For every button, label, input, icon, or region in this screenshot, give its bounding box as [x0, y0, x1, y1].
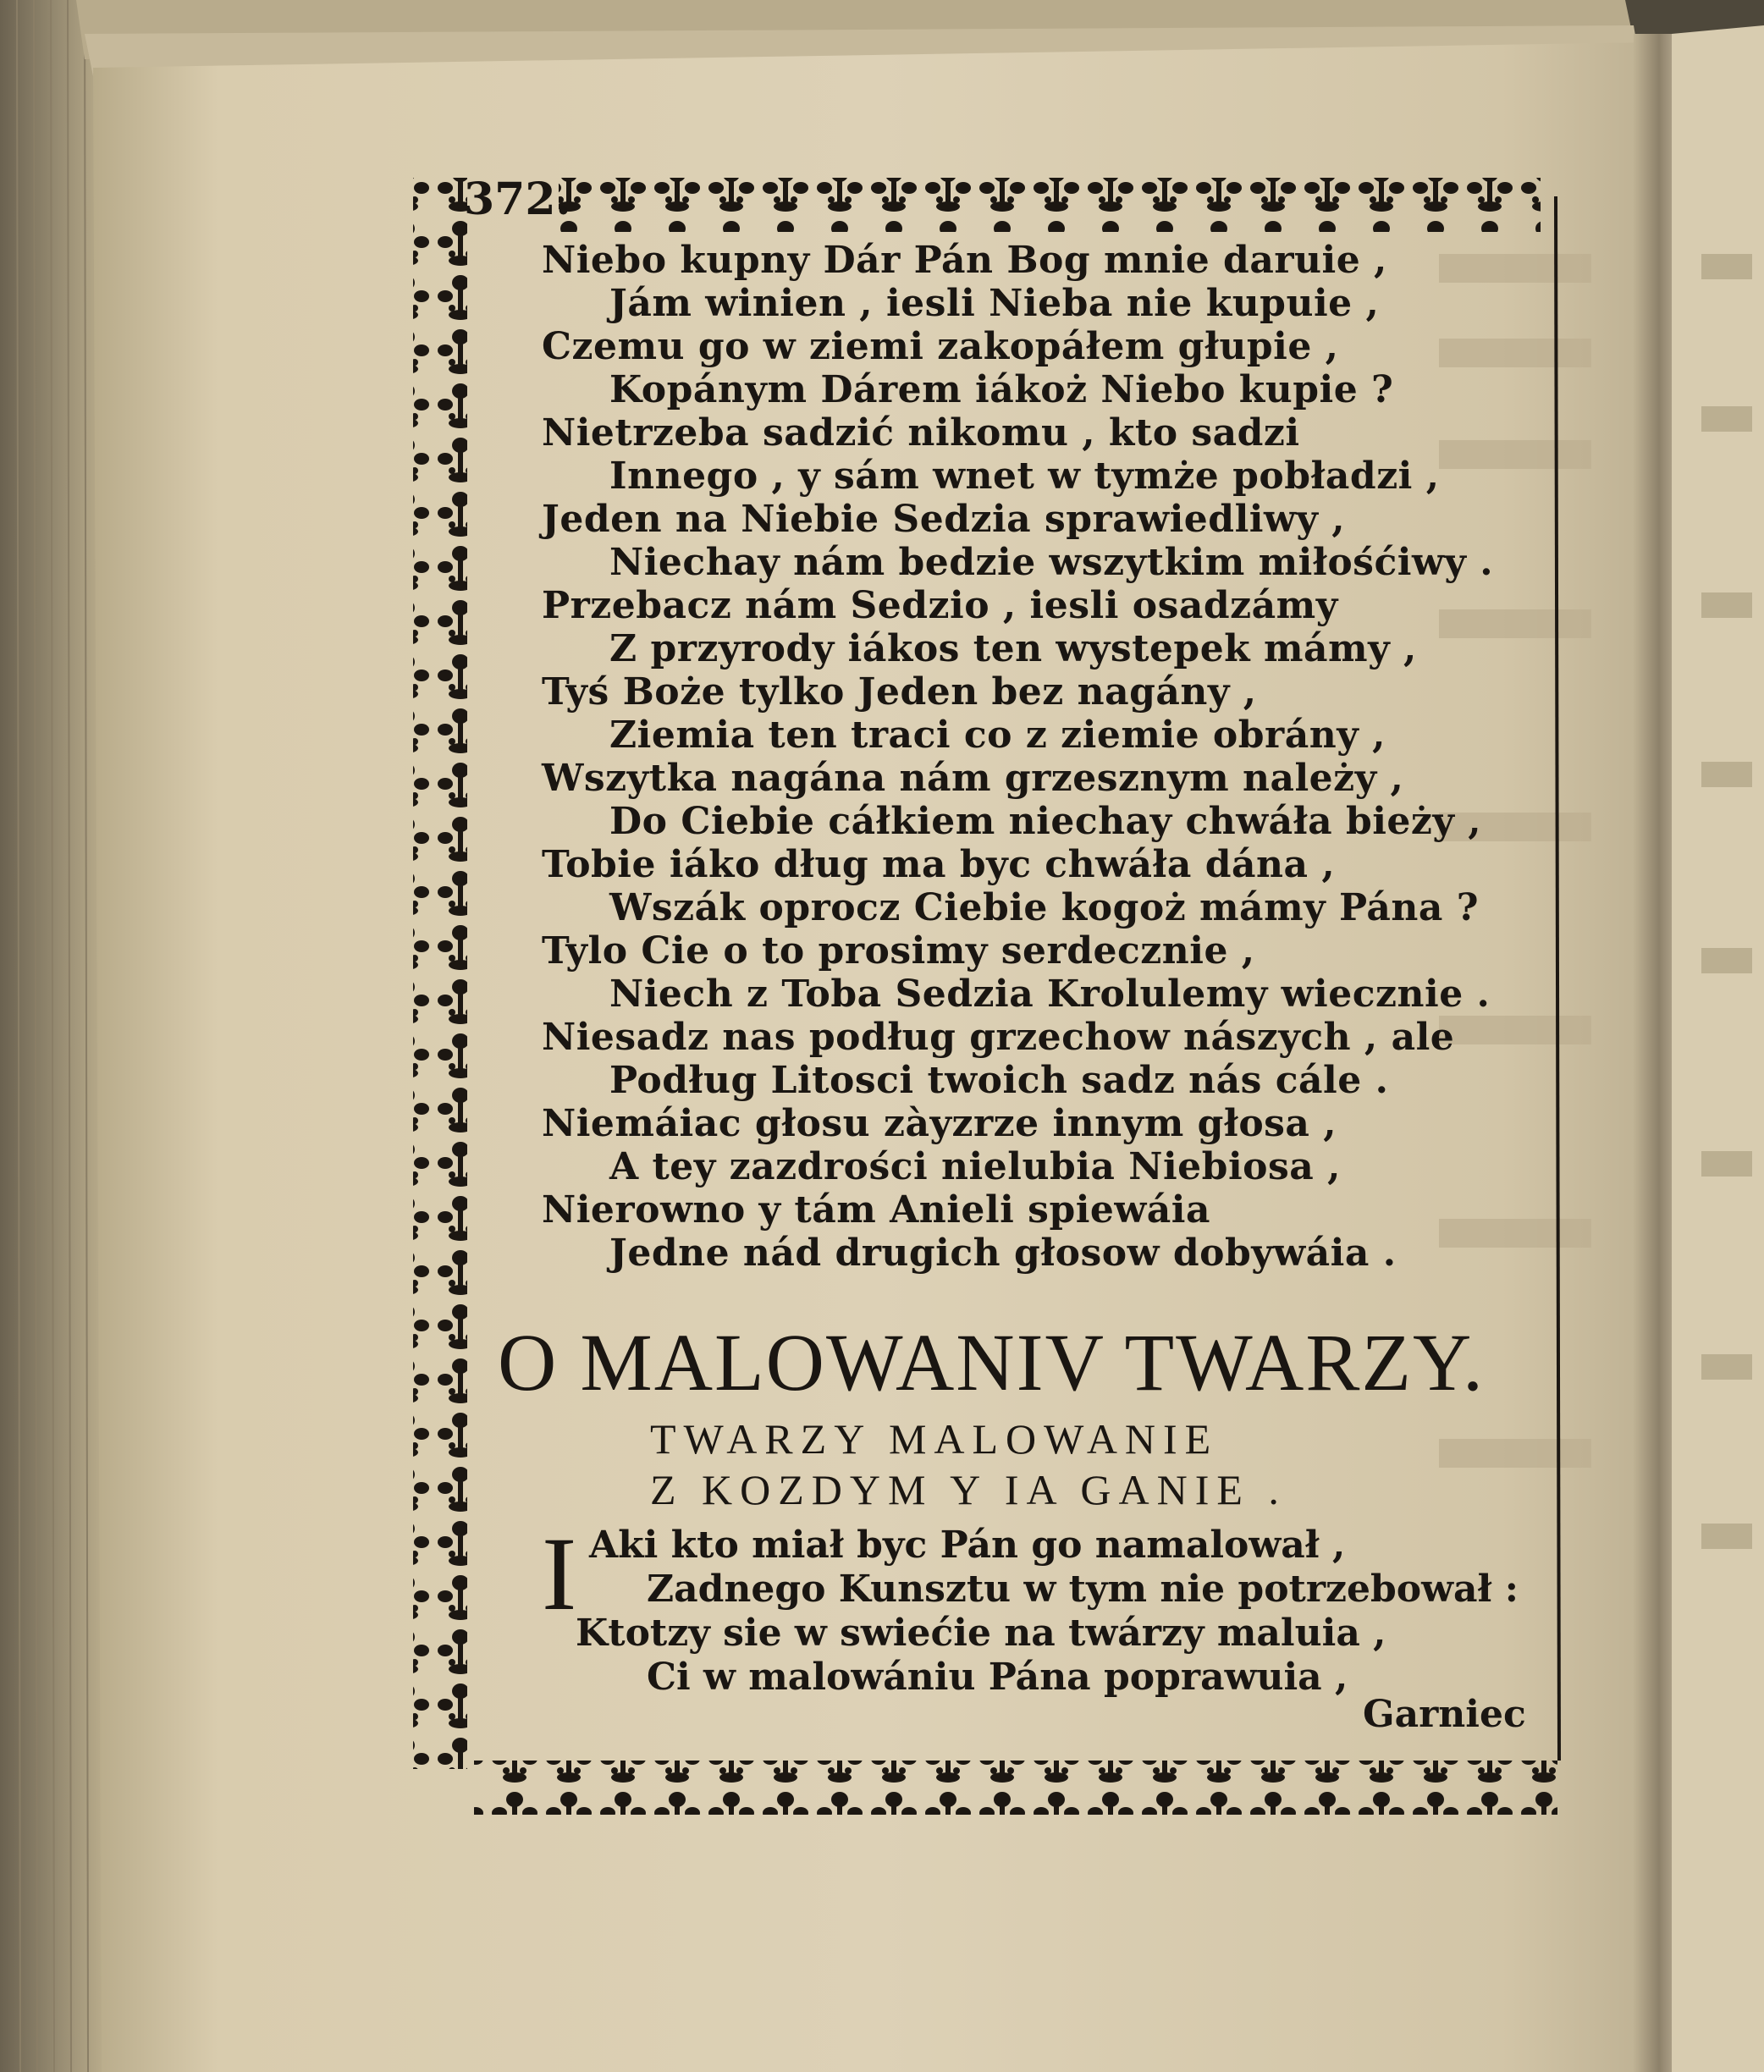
- verse-line: Nierowno y tám Anieli spiewáia: [542, 1188, 1211, 1232]
- section-subtitle: Z KOZDYM Y IA GANIE .: [650, 1466, 1287, 1513]
- verse-line: Ziemia ten traci co z ziemie obrány ,: [609, 714, 1386, 757]
- verse-line: Wszytka nagána nám grzesznym należy ,: [542, 757, 1404, 800]
- verse-line: Do Ciebie cáłkiem niechay chwáła bieży ,: [609, 800, 1482, 843]
- verse-line: Niebo kupny Dár Pán Bog mnie daruie ,: [542, 239, 1387, 282]
- verse-line: Niech z Toba Sedzia Krolulemy wiecznie .: [609, 973, 1491, 1016]
- section-title: O MALOWANIV TWARZY.: [498, 1317, 1485, 1408]
- verse-line: Jeden na Niebie Sedzia sprawiedliwy ,: [542, 498, 1346, 541]
- verse-line: Niechay nám bedzie wszytkim miłośćiwy .: [609, 541, 1494, 584]
- poem-line: Aki kto miał byc Pán go namalował ,: [589, 1524, 1346, 1567]
- verse-line: Kopánym Dárem iákoż Niebo kupie ?: [609, 368, 1394, 411]
- page-number: 372.: [464, 174, 571, 225]
- verse-line: Niemáiac głosu zàyzrze innym głosa ,: [542, 1102, 1337, 1145]
- section-subtitle: TWARZY MALOWANIE: [650, 1415, 1219, 1463]
- verse-line: Wszák oprocz Ciebie kogoż mámy Pána ?: [609, 886, 1480, 929]
- verse-line: Czemu go w ziemi zakopáłem głupie ,: [542, 325, 1339, 368]
- verse-line: Jedne nád drugich głosow dobywáia .: [609, 1232, 1397, 1275]
- verse-line: Tyś Boże tylko Jeden bez nagány ,: [542, 670, 1257, 714]
- verse-line: Tobie iáko dług ma byc chwáła dána ,: [542, 843, 1336, 886]
- poem-line: Ci w malowániu Pána poprawuia ,: [647, 1656, 1348, 1699]
- catchword: Garniec: [1363, 1693, 1526, 1736]
- verse-line: Przebacz nám Sedzio , iesli osadzámy: [542, 584, 1338, 627]
- verse-line: Nietrzeba sadzić nikomu , kto sadzi: [542, 411, 1300, 455]
- verse-line: Jám winien , iesli Nieba nie kupuie ,: [609, 282, 1380, 325]
- verse-line: Niesadz nas podług grzechow nászych , ale: [542, 1016, 1455, 1059]
- verse-line: Podług Litosci twoich sadz nás cále .: [609, 1059, 1389, 1102]
- poem-line: Zadnego Kunsztu w tym nie potrzebował :: [647, 1568, 1519, 1611]
- poem-block: [542, 1516, 1519, 1700]
- verse-line: A tey zazdrości nielubia Niebiosa ,: [609, 1145, 1341, 1188]
- drop-capital: I: [542, 1516, 577, 1632]
- verse-line: Innego , y sám wnet w tymże pobładzi ,: [609, 455, 1440, 498]
- verse-block: [542, 239, 1515, 1275]
- verse-line: Tylo Cie o to prosimy serdecznie ,: [542, 929, 1255, 973]
- poem-line: Ktotzy sie w swiećie na twárzy maluia ,: [576, 1612, 1386, 1655]
- verse-line: Z przyrody iákos ten wystepek mámy ,: [609, 627, 1417, 670]
